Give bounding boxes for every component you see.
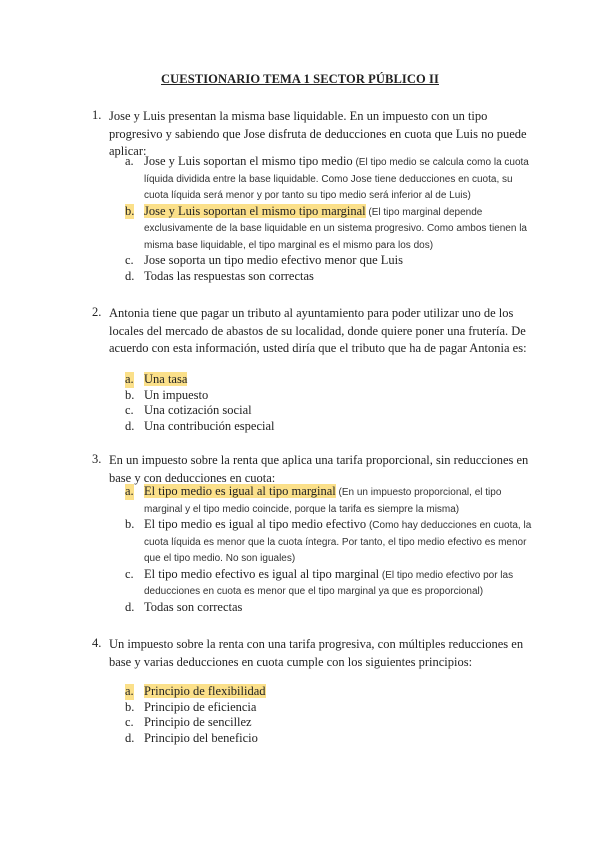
- question-4-options: [0, 684, 600, 746]
- option-letter: b.: [125, 517, 135, 531]
- option-a: [0, 154, 600, 204]
- option-note: (El tipo medio se calcula como la cuota líquida dividida entre la base liquidable. Como Jose tiene deducciones en cuota, su cuota líquida será menor y por tanto su tipo medio será inferior al de Luis): [144, 157, 529, 201]
- option-b: [0, 700, 600, 716]
- question-number: 1.: [92, 108, 102, 122]
- option-letter: a.: [125, 484, 134, 498]
- option-text: Principio de eficiencia: [144, 699, 257, 714]
- option-a: [0, 684, 600, 700]
- option-letter: b.: [125, 699, 135, 714]
- option-text: Principio de sencillez: [144, 715, 252, 729]
- option-text: Un impuesto: [144, 387, 209, 402]
- option-text-highlighted: El tipo medio es igual al tipo marginal: [144, 484, 336, 498]
- option-c: [0, 567, 600, 600]
- option-letter: d.: [125, 730, 135, 745]
- option-text-highlighted: Principio de flexibilidad: [144, 684, 266, 698]
- option-letter: c.: [125, 566, 134, 581]
- option-text: El tipo medio es igual al tipo medio efectivo: [144, 517, 367, 531]
- question-text: En un impuesto sobre la renta que aplica una tarifa proporcional, sin reducciones en base y con deducciones en cuota:: [109, 453, 529, 485]
- option-text: Principio del beneficio: [144, 730, 258, 745]
- question-1-options: [0, 154, 600, 284]
- option-text: El tipo medio efectivo es igual al tipo marginal: [144, 566, 380, 581]
- option-text: Jose soporta un tipo medio efectivo menor que Luis: [144, 253, 403, 267]
- option-letter: a.: [125, 684, 134, 698]
- option-letter: c.: [125, 253, 134, 267]
- question-text: Un impuesto sobre la renta con una tarifa progresiva, con múltiples reducciones en base y varias deducciones en cuota cumple con los siguientes principios:: [109, 637, 524, 669]
- option-c: [0, 253, 600, 269]
- option-letter: b.: [125, 203, 135, 218]
- question-text: Antonia tiene que pagar un tributo al ayuntamiento para poder utilizar uno de los locales del mercado de abastos de su localidad, donde quiere poner una frutería. De acuerdo con esta información, usted diría que el tributo que ha de pagar Antonia es:: [109, 306, 527, 355]
- question-number: 3.: [92, 452, 102, 466]
- option-b: [0, 388, 600, 404]
- option-letter: c.: [125, 715, 134, 729]
- question-number: 4.: [92, 636, 102, 650]
- option-letter: b.: [125, 387, 135, 402]
- option-text: Todas son correctas: [144, 599, 243, 614]
- option-text-highlighted: Una tasa: [144, 372, 188, 386]
- option-a: [0, 484, 600, 517]
- option-letter: d.: [125, 268, 135, 283]
- option-letter: a.: [125, 372, 134, 386]
- option-text: Una contribución especial: [144, 418, 275, 433]
- option-letter: d.: [125, 418, 135, 433]
- option-c: [0, 715, 600, 731]
- page-title: CUESTIONARIO TEMA 1 SECTOR PÚBLICO II: [161, 72, 439, 86]
- option-a: [0, 372, 600, 388]
- option-note: (En un impuesto proporcional, el tipo marginal y el tipo medio coincide, porque la tarifa es siempre la misma): [144, 487, 502, 515]
- option-letter: a.: [125, 154, 134, 168]
- option-text: Jose y Luis soportan el mismo tipo medio: [144, 154, 353, 168]
- option-note: (Como hay deducciones en cuota, la cuota líquida es menor que la cuota íntegra. Por tanto, el tipo medio efectivo es menor que el tipo medio. No son iguales): [144, 520, 532, 564]
- option-note: (El tipo medio efectivo por las deducciones en cuota es menor que el tipo marginal ya que es proporcional): [144, 569, 514, 597]
- option-text: Todas las respuestas son correctas: [144, 268, 314, 283]
- option-d: [0, 419, 600, 435]
- question-number: 2.: [92, 305, 102, 319]
- question-text: Jose y Luis presentan la misma base liquidable. En un impuesto con un tipo progresivo y sabiendo que Jose disfruta de deducciones en cuota que Luis no puede aplicar:: [109, 109, 527, 158]
- option-d: [0, 600, 600, 616]
- option-d: [0, 731, 600, 747]
- question-3-options: [0, 484, 600, 615]
- question-2-options: [0, 372, 600, 434]
- option-text: Una cotización social: [144, 403, 252, 417]
- option-letter: c.: [125, 403, 134, 417]
- option-b: [0, 517, 600, 567]
- option-b: [0, 204, 600, 254]
- option-letter: d.: [125, 599, 135, 614]
- option-text-highlighted: Jose y Luis soportan el mismo tipo marginal: [144, 203, 366, 218]
- option-note: (El tipo marginal depende exclusivamente de la base liquidable en un sistema progresivo. Como ambos tienen la misma base liquidable, el tipo marginal es el mismo para los dos): [144, 206, 527, 251]
- option-c: [0, 403, 600, 419]
- option-d: [0, 269, 600, 285]
